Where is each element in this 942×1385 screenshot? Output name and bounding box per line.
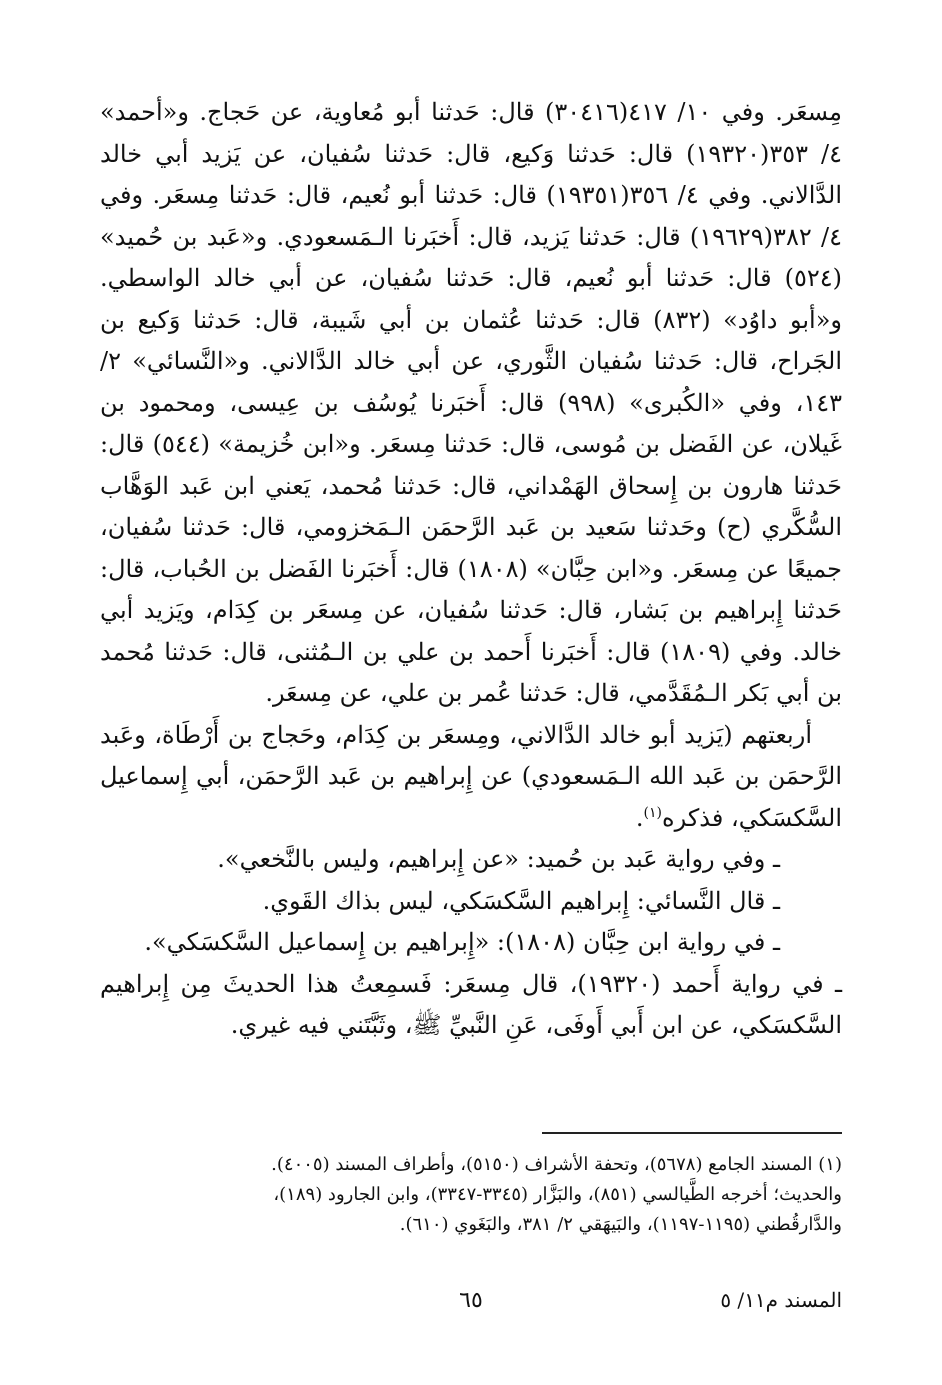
main-text (100, 92, 842, 1047)
note-4: ـ في رواية أَحمد (١٩٣٢٠)، قال مِسعَر: فَسمِعتُ هذا الحديثَ مِن إِبراهيم السَّكسَكي، عن ابن أَبي أَوفَى، عَنِ النَّبيِّ ﷺ، وثَبَّتَني فيه غيري. (100, 969, 842, 1039)
paragraph-1: مِسعَر. وفي ١٠/ ٤١٧(٣٠٤١٦) قال: حَدثنا أبو مُعاوية، عن حَجاج. و«أحمد» ٤/ ٣٥٣(١٩٣٢٠) قال: حَدثنا وَكيع، قال: حَدثنا سُفيان، عن يَزيد أبي خالد الدَّالاني. وفي ٤/ ٣٥٦(١٩٣٥١) قال: حَدثنا أبو نُعيم، قال: حَدثنا مِسعَر. وفي ٤/ ٣٨٢(١٩٦٢٩) قال: حَدثنا يَزيد، قال: أَخبَرنا الـمَسعودي. و«عَبد بن حُميد» (٥٢٤) قال: حَدثنا أبو نُعيم، قال: حَدثنا سُفيان، عن أبي خالد الواسطي. و«أبو داوُد» (٨٣٢) قال: حَدثنا عُثمان بن أبي شَيبة، قال: حَدثنا وَكيع بن الجَراح، قال: حَدثنا سُفيان الثَّوري، عن أبي خالد الدَّالاني. و«النَّسائي» ٢/ ١٤٣، وفي «الكُبرى» (٩٩٨) قال: أَخبَرنا يُوسُف بن عِيسى، ومحمود بن غَيلان، عن الفَضل بن مُوسى، قال: حَدثنا مِسعَر. و«ابن خُزيمة» (٥٤٤) قال: حَدثنا هارون بن إِسحاق الهَمْداني، قال: حَدثنا مُحمد، يَعني ابن عَبد الوَهَّاب السُّكَّري (ح) وحَدثنا سَعيد بن عَبد الرَّحمَن الـمَخزومي، قال: حَدثنا سُفيان، جميعًا عن مِسعَر. و«ابن حِبَّان» (١٨٠٨) قال: أَخبَرنا الفَضل بن الحُباب، قال: حَدثنا إِبراهيم بن بَشار، قال: حَدثنا سُفيان، عن مِسعَر بن كِدَام، ويَزيد أبي خالد. وفي (١٨٠٩) قال: أَخبَرنا أَحمد بن علي بن الـمُثنى، قال: حَدثنا مُحمد بن أبي بَكر الـمُقَدَّمي، قال: حَدثنا عُمر بن علي، عن مِسعَر. (100, 98, 843, 707)
footnote-separator (542, 1132, 842, 1134)
paragraph-2: أربعتهم (يَزيد أبو خالد الدَّالاني، ومِسعَر بن كِدَام، وحَجاج بن أَرْطَاة، وعَبد الرَّحمَن بن عَبد الله الـمَسعودي) عن إِبراهيم بن عَبد الرَّحمَن، أبي إِسماعيل السَّكسَكي، فذكره$^{(١)}$. (100, 720, 842, 832)
paragraph-2-text: أربعتهم (يَزيد أبو خالد الدَّالاني، ومِسعَر بن كِدَام، وحَجاج بن أَرْطَاة، وعَبد الرَّحمَن بن عَبد الله الـمَسعودي) عن إِبراهيم بن عَبد الرَّحمَن، أبي إِسماعيل السَّكسَكي، فذكره (100, 720, 842, 832)
printer-signature: المسند م١١/ ٥ (720, 1288, 842, 1312)
note-3: ـ في رواية ابن حِبَّان (١٨٠٨): «إِبراهيم بن إِسماعيل السَّكسَكي». (144, 928, 780, 956)
footnote-line-3: والدَّارقُطني (١١٩٥-١١٩٧)، والبَيهَقي ٢/ ٣٨١، والبَغَوي (٦١٠). (399, 1214, 842, 1235)
footnote-line-2: والحديث؛ أخرجه الطَّيالسي (٨٥١)، والبَزَّار (٣٣٤٥-٣٣٤٧)، وابن الجارود (١٨٩)، (273, 1184, 842, 1205)
footnotes (100, 1150, 842, 1240)
note-2: ـ قال النَّسائي: إِبراهيم السَّكسَكي، ليس بذاك القَوي. (262, 886, 780, 915)
footnote-reference[interactable]: (١) (643, 804, 662, 821)
note-1: ـ وفي رواية عَبد بن حُميد: «عن إِبراهيم، وليس بالنَّخعي». (217, 845, 780, 873)
page-number: ٦٥ (459, 1288, 483, 1313)
footnote-line-1: (١) المسند الجامع (٥٦٧٨)، وتحفة الأشراف (٥١٥٠)، وأطراف المسند (٤٠٠٥). (271, 1154, 842, 1175)
